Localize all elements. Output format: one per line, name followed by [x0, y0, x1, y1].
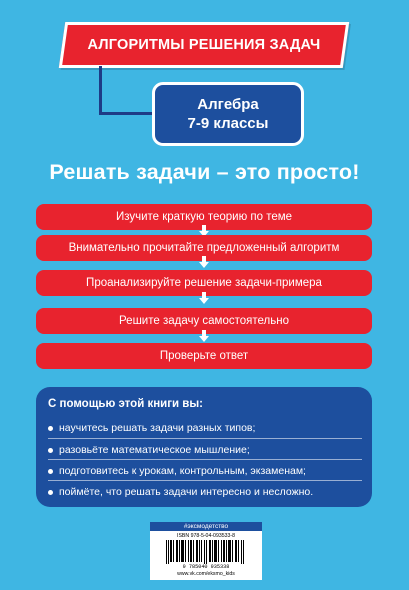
headline: Решать задачи – это просто! — [49, 160, 360, 184]
bullet-icon — [48, 426, 53, 431]
benefit-item: научитесь решать задачи разных типов; — [48, 422, 255, 434]
step-1: Изучите краткую теорию по теме — [36, 204, 372, 230]
step-5: Проверьте ответ — [36, 343, 372, 369]
bullet-icon — [48, 490, 53, 495]
down-arrow-icon — [199, 292, 209, 304]
isbn: ISBN 978-5-04-093533-8 — [177, 533, 235, 539]
benefit-item: поймёте, что решать задачи интересно и несложно. — [48, 486, 313, 498]
divider — [48, 438, 362, 439]
barcode — [166, 540, 246, 564]
connector-horizontal — [99, 112, 155, 115]
series-title: АЛГОРИТМЫ РЕШЕНИЯ ЗАДАЧ — [87, 37, 321, 53]
benefit-item: разовьёте математическое мышление; — [48, 444, 250, 456]
hashtag-label: #эксмодетство — [150, 522, 262, 531]
benefits-title: С помощью этой книги вы: — [48, 398, 204, 410]
divider — [48, 480, 362, 481]
step-3: Проанализируйте решение задачи-примера — [36, 270, 372, 296]
down-arrow-icon — [199, 256, 209, 268]
down-arrow-icon — [199, 330, 209, 342]
bullet-icon — [48, 448, 53, 453]
subject-box — [152, 82, 304, 146]
connector-vertical — [99, 66, 102, 114]
social-link: www.vk.com/eksmo_kids — [177, 571, 235, 577]
bullet-icon — [48, 469, 53, 474]
divider — [48, 459, 362, 460]
benefit-item: подготовитесь к урокам, контрольным, экзаменам; — [48, 465, 306, 477]
barcode-number: 9 785040 935338 — [182, 564, 230, 570]
subject-grades: 7-9 классы — [187, 115, 269, 132]
step-4: Решите задачу самостоятельно — [36, 308, 372, 334]
step-2: Внимательно прочитайте предложенный алгоритм — [36, 235, 372, 261]
subject-title: Алгебра — [197, 96, 259, 113]
